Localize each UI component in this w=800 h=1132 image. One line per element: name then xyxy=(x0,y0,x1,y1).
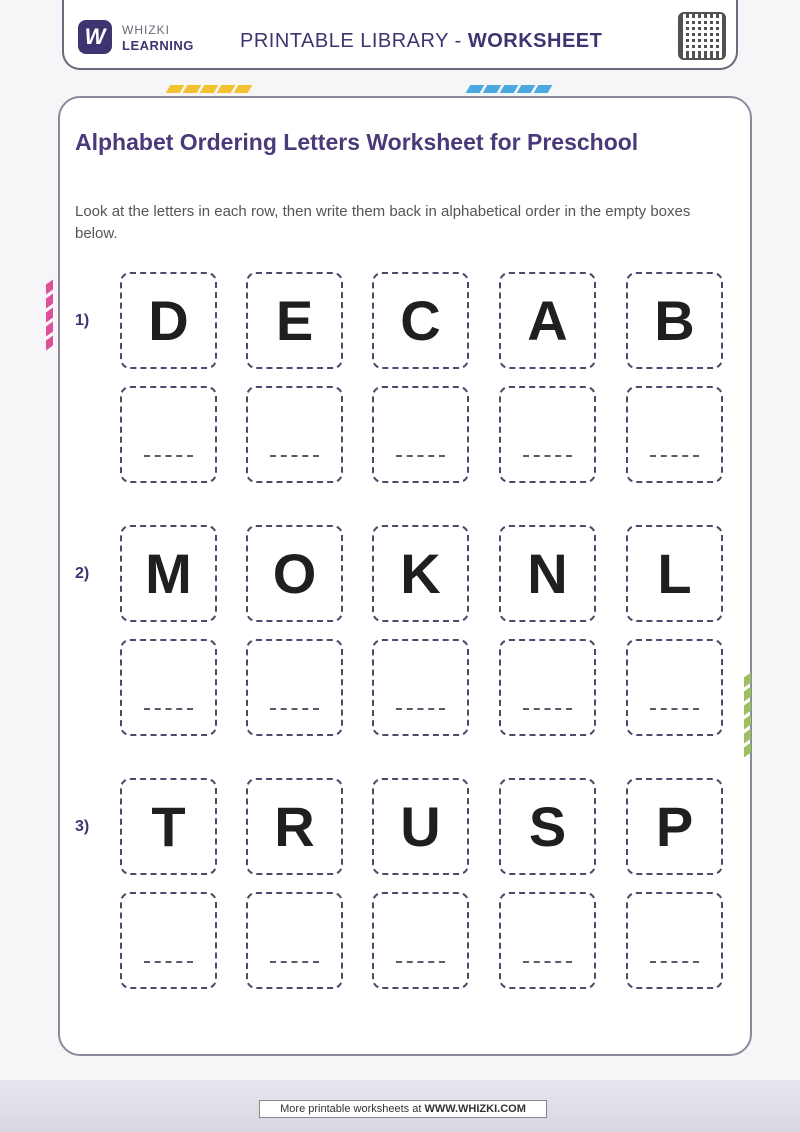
letter-box xyxy=(626,272,723,369)
letter-box xyxy=(626,778,723,875)
letter: N xyxy=(527,542,568,605)
answer-box[interactable] xyxy=(626,386,723,483)
letter-box xyxy=(120,272,217,369)
footer-text-prefix: More printable worksheets at xyxy=(280,1103,425,1115)
letter: O xyxy=(272,542,317,605)
letter-box xyxy=(372,778,469,875)
worksheet-title: Alphabet Ordering Letters Worksheet for Preschool xyxy=(75,129,639,155)
answer-line xyxy=(396,961,445,963)
answer-line xyxy=(396,455,445,457)
letter: R xyxy=(274,795,315,858)
row-number: 3) xyxy=(75,818,90,835)
answer-line xyxy=(144,961,193,963)
answer-box[interactable] xyxy=(120,386,217,483)
letter-box xyxy=(246,778,343,875)
letter-box xyxy=(499,272,596,369)
letter-box xyxy=(120,778,217,875)
answer-line xyxy=(650,961,699,963)
footer-url[interactable]: WWW.WHIZKI.COM xyxy=(424,1103,526,1115)
answer-line xyxy=(270,708,319,710)
letter: P xyxy=(655,795,694,858)
header-title xyxy=(240,30,602,53)
pink-stripes-decoration xyxy=(46,282,53,352)
header-title-strong: WORKSHEET xyxy=(467,30,603,52)
answer-line xyxy=(144,455,193,457)
answer-box[interactable] xyxy=(246,892,343,989)
whizki-logo-icon[interactable]: W xyxy=(78,20,112,54)
answer-box[interactable] xyxy=(372,639,469,736)
answer-line xyxy=(650,455,699,457)
letter: E xyxy=(275,289,314,352)
answer-box[interactable] xyxy=(626,639,723,736)
letter: A xyxy=(527,289,568,352)
letter-box xyxy=(372,525,469,622)
letter: L xyxy=(657,542,692,605)
answer-line xyxy=(523,708,572,710)
green-stripes-decoration xyxy=(744,675,751,759)
answer-line xyxy=(396,708,445,710)
row-number: 1) xyxy=(75,312,90,329)
letter: U xyxy=(400,795,441,858)
letter-box xyxy=(120,525,217,622)
worksheet-instructions: Look at the letters in each row, then write them back in alphabetical order in the empty boxes below. xyxy=(75,203,691,242)
answer-box[interactable] xyxy=(499,892,596,989)
answer-box[interactable] xyxy=(499,639,596,736)
answer-line xyxy=(144,708,193,710)
letter: K xyxy=(400,542,441,605)
footer-link[interactable] xyxy=(259,1100,547,1118)
blue-stripes-decoration xyxy=(468,80,553,89)
letter: T xyxy=(151,795,186,858)
logo-text xyxy=(122,23,194,53)
letter: B xyxy=(654,289,695,352)
answer-line xyxy=(270,961,319,963)
letter: S xyxy=(528,795,567,858)
letter: M xyxy=(145,542,192,605)
letter-box xyxy=(246,525,343,622)
letter-box xyxy=(499,778,596,875)
answer-box[interactable] xyxy=(372,386,469,483)
letter-box xyxy=(372,272,469,369)
answer-line xyxy=(650,708,699,710)
letter-box xyxy=(626,525,723,622)
answer-box[interactable] xyxy=(120,639,217,736)
header-title-prefix: PRINTABLE LIBRARY - xyxy=(240,30,468,52)
logo-line1: WHIZKI xyxy=(122,23,170,37)
letter-box xyxy=(246,272,343,369)
letter: C xyxy=(400,289,441,352)
answer-line xyxy=(523,455,572,457)
row-number: 2) xyxy=(75,565,90,582)
logo-line2: LEARNING xyxy=(122,38,194,53)
answer-box[interactable] xyxy=(626,892,723,989)
answer-box[interactable] xyxy=(246,386,343,483)
answer-box[interactable] xyxy=(120,892,217,989)
answer-line xyxy=(270,455,319,457)
answer-box[interactable] xyxy=(372,892,469,989)
site-header xyxy=(62,0,738,70)
qr-code-icon[interactable] xyxy=(678,12,726,60)
answer-box[interactable] xyxy=(499,386,596,483)
letter: D xyxy=(148,289,189,352)
letter-box xyxy=(499,525,596,622)
answer-box[interactable] xyxy=(246,639,343,736)
yellow-stripes-decoration xyxy=(168,80,253,89)
answer-line xyxy=(523,961,572,963)
